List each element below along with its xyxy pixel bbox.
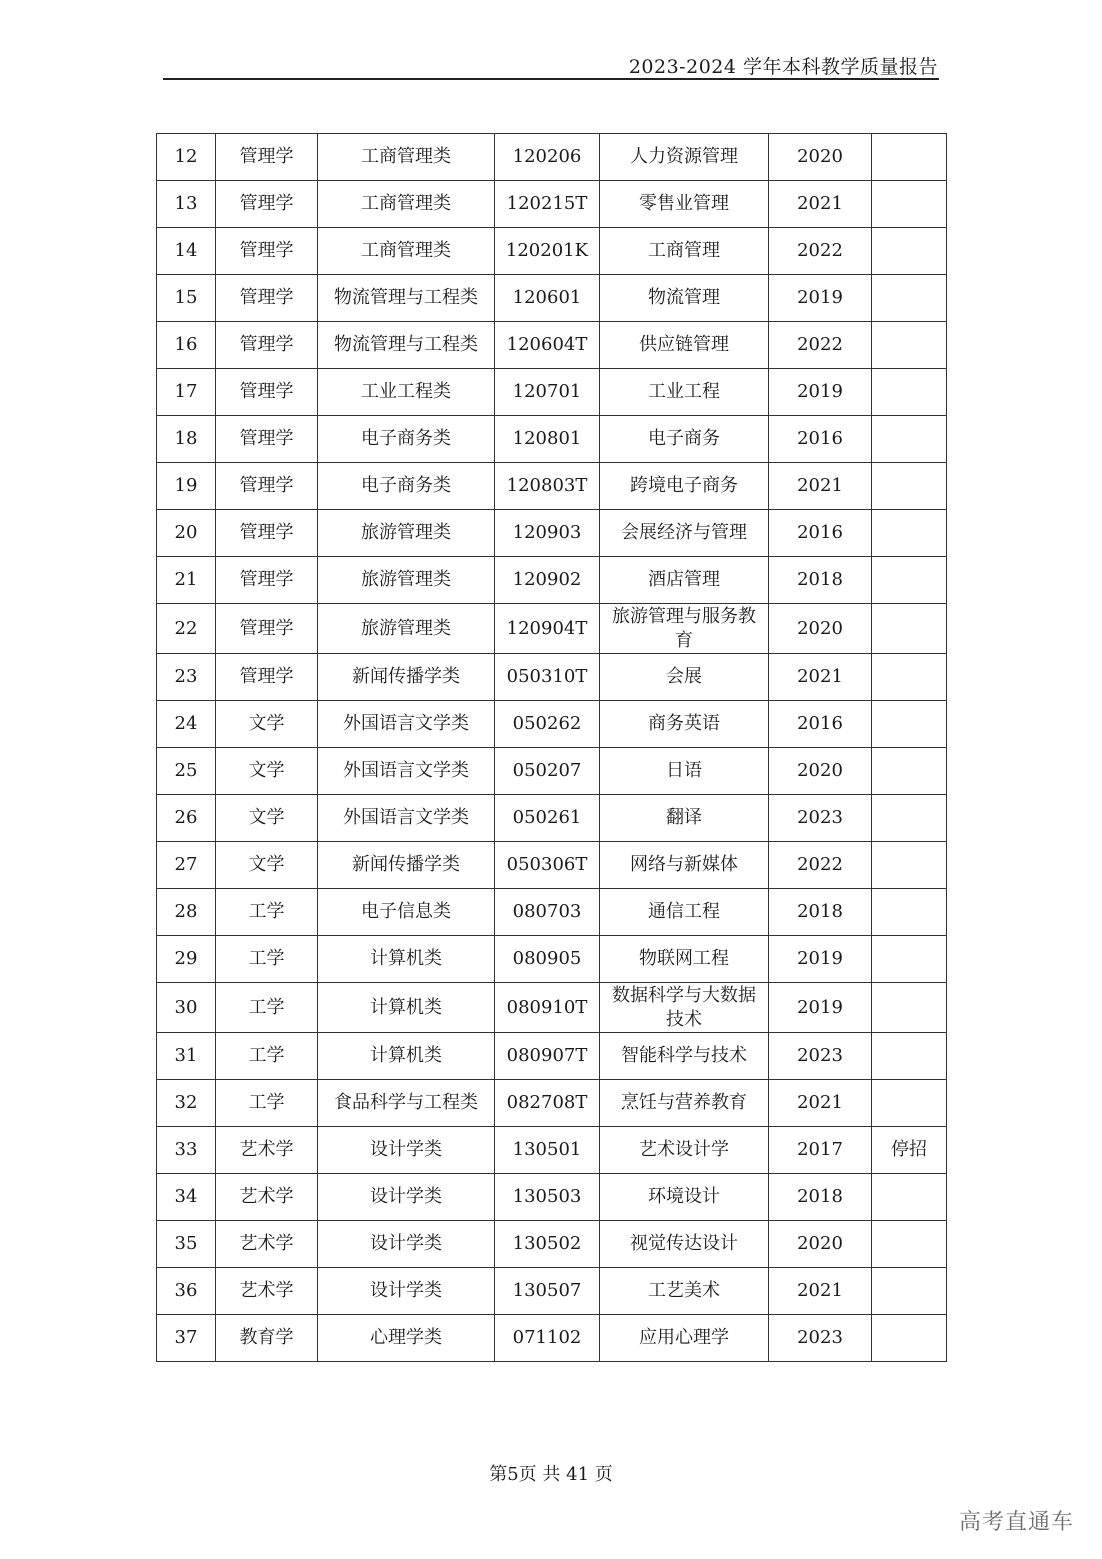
remark-cell [872,510,947,557]
table-row [157,510,947,557]
seq-cell: 29 [157,936,216,983]
major-name-cell: 会展经济与管理 [600,510,769,557]
start-year-cell: 2018 [769,889,872,936]
category-cell: 计算机类 [318,936,495,983]
table-row [157,1080,947,1127]
remark-cell [872,1315,947,1362]
remark-cell [872,416,947,463]
remark-cell [872,1268,947,1315]
category-cell: 外国语言文学类 [318,748,495,795]
major-name-cell: 物联网工程 [600,936,769,983]
major-code-cell: 130503 [495,1174,600,1221]
category-cell: 食品科学与工程类 [318,1080,495,1127]
discipline-cell: 教育学 [216,1315,318,1362]
seq-cell: 20 [157,510,216,557]
category-cell: 设计学类 [318,1268,495,1315]
seq-cell: 22 [157,604,216,654]
discipline-cell: 管理学 [216,134,318,181]
start-year-cell: 2020 [769,748,872,795]
discipline-cell: 管理学 [216,416,318,463]
remark-cell [872,701,947,748]
start-year-cell: 2020 [769,1221,872,1268]
majors-table [156,133,947,1362]
major-code-cell: 130507 [495,1268,600,1315]
seq-cell: 25 [157,748,216,795]
start-year-cell: 2018 [769,557,872,604]
seq-cell: 18 [157,416,216,463]
start-year-cell: 2016 [769,510,872,557]
table-row [157,134,947,181]
discipline-cell: 文学 [216,701,318,748]
major-name-cell: 数据科学与大数据技术 [600,983,769,1033]
category-cell: 工商管理类 [318,134,495,181]
remark-cell [872,228,947,275]
major-code-cell: 120604T [495,322,600,369]
major-code-cell: 130502 [495,1221,600,1268]
major-code-cell: 080907T [495,1033,600,1080]
major-name-cell: 应用心理学 [600,1315,769,1362]
remark-cell [872,654,947,701]
discipline-cell: 管理学 [216,181,318,228]
header-divider [163,78,939,80]
major-name-cell: 工艺美术 [600,1268,769,1315]
major-code-cell: 120701 [495,369,600,416]
discipline-cell: 工学 [216,936,318,983]
report-header-title: 2023-2024 学年本科教学质量报告 [628,56,938,78]
seq-cell: 21 [157,557,216,604]
major-name-cell: 人力资源管理 [600,134,769,181]
table-row [157,936,947,983]
table-row [157,557,947,604]
seq-cell: 37 [157,1315,216,1362]
table-row [157,1221,947,1268]
seq-cell: 35 [157,1221,216,1268]
seq-cell: 23 [157,654,216,701]
category-cell: 旅游管理类 [318,510,495,557]
major-code-cell: 080703 [495,889,600,936]
major-name-cell: 会展 [600,654,769,701]
seq-cell: 36 [157,1268,216,1315]
table-row [157,463,947,510]
major-name-cell: 商务英语 [600,701,769,748]
category-cell: 电子信息类 [318,889,495,936]
start-year-cell: 2021 [769,654,872,701]
remark-cell [872,1033,947,1080]
page-number: 第5页 共 41 页 [489,1464,613,1485]
major-code-cell: 080905 [495,936,600,983]
category-cell: 旅游管理类 [318,604,495,654]
seq-cell: 34 [157,1174,216,1221]
major-code-cell: 120215T [495,181,600,228]
major-name-cell: 日语 [600,748,769,795]
major-code-cell: 120801 [495,416,600,463]
start-year-cell: 2021 [769,1080,872,1127]
seq-cell: 26 [157,795,216,842]
discipline-cell: 管理学 [216,275,318,322]
discipline-cell: 工学 [216,983,318,1033]
table-row [157,604,947,654]
table-row [157,1174,947,1221]
discipline-cell: 工学 [216,1080,318,1127]
remark-cell [872,889,947,936]
remark-cell [872,795,947,842]
category-cell: 物流管理与工程类 [318,322,495,369]
table-row [157,842,947,889]
category-cell: 设计学类 [318,1221,495,1268]
seq-cell: 16 [157,322,216,369]
discipline-cell: 文学 [216,842,318,889]
remark-cell [872,275,947,322]
table-row [157,275,947,322]
start-year-cell: 2023 [769,1315,872,1362]
seq-cell: 30 [157,983,216,1033]
major-code-cell: 120201K [495,228,600,275]
watermark-text: 高考直通车 [958,1510,1074,1535]
remark-cell: 停招 [872,1127,947,1174]
discipline-cell: 艺术学 [216,1221,318,1268]
table-row [157,1268,947,1315]
major-code-cell: 120904T [495,604,600,654]
major-code-cell: 050262 [495,701,600,748]
major-name-cell: 艺术设计学 [600,1127,769,1174]
seq-cell: 17 [157,369,216,416]
major-name-cell: 供应链管理 [600,322,769,369]
start-year-cell: 2023 [769,795,872,842]
discipline-cell: 艺术学 [216,1174,318,1221]
major-name-cell: 零售业管理 [600,181,769,228]
start-year-cell: 2020 [769,604,872,654]
major-code-cell: 130501 [495,1127,600,1174]
seq-cell: 33 [157,1127,216,1174]
remark-cell [872,604,947,654]
discipline-cell: 管理学 [216,557,318,604]
major-name-cell: 工业工程 [600,369,769,416]
category-cell: 设计学类 [318,1174,495,1221]
start-year-cell: 2018 [769,1174,872,1221]
major-name-cell: 环境设计 [600,1174,769,1221]
seq-cell: 24 [157,701,216,748]
seq-cell: 14 [157,228,216,275]
start-year-cell: 2020 [769,134,872,181]
table-row [157,322,947,369]
start-year-cell: 2016 [769,416,872,463]
major-code-cell: 082708T [495,1080,600,1127]
discipline-cell: 文学 [216,748,318,795]
discipline-cell: 管理学 [216,369,318,416]
discipline-cell: 管理学 [216,654,318,701]
remark-cell [872,842,947,889]
seq-cell: 13 [157,181,216,228]
remark-cell [872,1221,947,1268]
remark-cell [872,748,947,795]
table-row [157,1127,947,1174]
remark-cell [872,181,947,228]
major-name-cell: 工商管理 [600,228,769,275]
category-cell: 新闻传播学类 [318,654,495,701]
major-code-cell: 050306T [495,842,600,889]
seq-cell: 15 [157,275,216,322]
major-name-cell: 旅游管理与服务教育 [600,604,769,654]
remark-cell [872,463,947,510]
major-name-cell: 翻译 [600,795,769,842]
seq-cell: 19 [157,463,216,510]
seq-cell: 32 [157,1080,216,1127]
major-name-cell: 跨境电子商务 [600,463,769,510]
major-code-cell: 120902 [495,557,600,604]
start-year-cell: 2022 [769,322,872,369]
start-year-cell: 2019 [769,936,872,983]
table-row [157,1315,947,1362]
category-cell: 设计学类 [318,1127,495,1174]
discipline-cell: 管理学 [216,322,318,369]
majors-table-body [157,134,947,1362]
start-year-cell: 2019 [769,983,872,1033]
discipline-cell: 工学 [216,889,318,936]
start-year-cell: 2021 [769,181,872,228]
start-year-cell: 2017 [769,1127,872,1174]
category-cell: 物流管理与工程类 [318,275,495,322]
start-year-cell: 2022 [769,228,872,275]
seq-cell: 28 [157,889,216,936]
table-row [157,748,947,795]
major-code-cell: 050310T [495,654,600,701]
seq-cell: 27 [157,842,216,889]
major-code-cell: 080910T [495,983,600,1033]
major-code-cell: 120903 [495,510,600,557]
seq-cell: 12 [157,134,216,181]
remark-cell [872,1080,947,1127]
major-code-cell: 120803T [495,463,600,510]
remark-cell [872,936,947,983]
start-year-cell: 2022 [769,842,872,889]
table-row [157,1033,947,1080]
major-code-cell: 050261 [495,795,600,842]
start-year-cell: 2019 [769,369,872,416]
table-row [157,983,947,1033]
discipline-cell: 管理学 [216,510,318,557]
major-name-cell: 网络与新媒体 [600,842,769,889]
discipline-cell: 管理学 [216,604,318,654]
table-row [157,228,947,275]
remark-cell [872,557,947,604]
major-code-cell: 120601 [495,275,600,322]
discipline-cell: 文学 [216,795,318,842]
table-row [157,369,947,416]
table-row [157,889,947,936]
start-year-cell: 2019 [769,275,872,322]
category-cell: 电子商务类 [318,416,495,463]
category-cell: 旅游管理类 [318,557,495,604]
start-year-cell: 2021 [769,1268,872,1315]
seq-cell: 31 [157,1033,216,1080]
category-cell: 计算机类 [318,1033,495,1080]
table-row [157,795,947,842]
category-cell: 计算机类 [318,983,495,1033]
start-year-cell: 2016 [769,701,872,748]
major-name-cell: 烹饪与营养教育 [600,1080,769,1127]
remark-cell [872,983,947,1033]
table-row [157,416,947,463]
start-year-cell: 2023 [769,1033,872,1080]
category-cell: 新闻传播学类 [318,842,495,889]
major-code-cell: 071102 [495,1315,600,1362]
category-cell: 外国语言文学类 [318,701,495,748]
major-name-cell: 智能科学与技术 [600,1033,769,1080]
major-name-cell: 电子商务 [600,416,769,463]
discipline-cell: 艺术学 [216,1268,318,1315]
discipline-cell: 工学 [216,1033,318,1080]
major-code-cell: 050207 [495,748,600,795]
remark-cell [872,369,947,416]
discipline-cell: 管理学 [216,228,318,275]
major-name-cell: 通信工程 [600,889,769,936]
remark-cell [872,322,947,369]
major-name-cell: 物流管理 [600,275,769,322]
discipline-cell: 管理学 [216,463,318,510]
remark-cell [872,1174,947,1221]
category-cell: 外国语言文学类 [318,795,495,842]
table-row [157,701,947,748]
table-row [157,654,947,701]
discipline-cell: 艺术学 [216,1127,318,1174]
category-cell: 工业工程类 [318,369,495,416]
category-cell: 工商管理类 [318,181,495,228]
start-year-cell: 2021 [769,463,872,510]
major-code-cell: 120206 [495,134,600,181]
category-cell: 工商管理类 [318,228,495,275]
table-row [157,181,947,228]
remark-cell [872,134,947,181]
major-name-cell: 酒店管理 [600,557,769,604]
major-name-cell: 视觉传达设计 [600,1221,769,1268]
category-cell: 电子商务类 [318,463,495,510]
category-cell: 心理学类 [318,1315,495,1362]
